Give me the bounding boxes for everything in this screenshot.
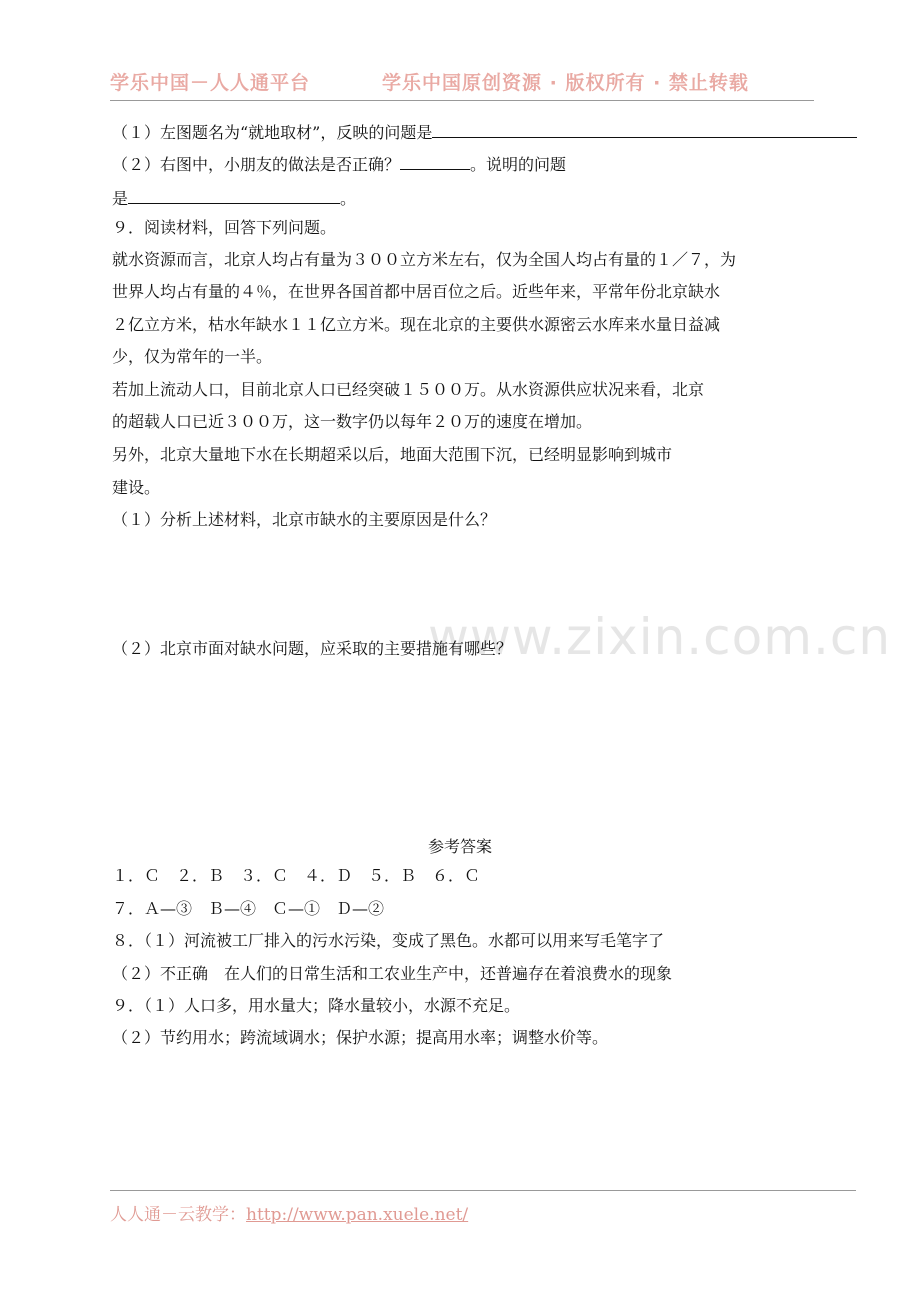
footer-link[interactable]: http://www.pan.xuele.net/ xyxy=(246,1205,469,1225)
q9-sub2: （２）北京市面对缺水问题，应采取的主要措施有哪些？ xyxy=(112,639,513,658)
header-copyright: 学乐中国原创资源 · 版权所有 · 禁止转载 xyxy=(382,72,749,94)
q8-part2-text-d: 。 xyxy=(340,189,357,208)
answers-title: 参考答案 xyxy=(427,837,492,856)
footer-divider xyxy=(110,1190,856,1191)
watermark: www.zixin.com.cn xyxy=(428,608,892,666)
q8-part2-text-c: 是 xyxy=(112,189,129,208)
answer-line: （２）不正确 在人们的日常生活和工农业生产中，还普遍存在着浪费水的现象 xyxy=(112,964,673,983)
q9-material-line: 建设。 xyxy=(112,478,161,497)
header-brand: 学乐中国－人人通平台 xyxy=(110,72,311,94)
answer-blank[interactable] xyxy=(400,152,470,170)
q9-sub1: （１）分析上述材料，北京市缺水的主要原因是什么？ xyxy=(112,510,497,529)
q9-material-line: 世界人均占有量的４％，在世界各国首都中居百位之后。近些年来，平常年份北京缺水 xyxy=(112,282,721,301)
q8-part1-text: （１）左图题名为“就地取材”，反映的问题是 xyxy=(112,123,433,142)
q9-title: ９．阅读材料，回答下列问题。 xyxy=(112,218,337,237)
q8-part1 xyxy=(112,120,857,143)
q8-part2 xyxy=(112,152,566,175)
q9-material-line: 的超载人口已近３００万，这一数字仍以每年２０万的速度在增加。 xyxy=(112,412,593,431)
answer-blank[interactable] xyxy=(128,186,340,204)
footer-label: 人人通－云教学： xyxy=(110,1205,246,1225)
answer-line: １．Ｃ ２．Ｂ ３．Ｃ ４．Ｄ ５．Ｂ ６．Ｃ xyxy=(112,866,481,885)
q9-material-line: 就水资源而言，北京人均占有量为３００立方米左右，仅为全国人均占有量的１／７，为 xyxy=(112,250,737,269)
answer-line: ８．（１）河流被工厂排入的污水污染，变成了黑色。水都可以用来写毛笔字了 xyxy=(112,931,665,950)
q8-part2-cont xyxy=(112,186,356,209)
q8-part2-text-b: 。说明的问题 xyxy=(470,155,567,174)
q9-material-line: 若加上流动人口，目前北京人口已经突破１５００万。从水资源供应状况来看，北京 xyxy=(112,380,705,399)
answer-line: ９．（１）人口多，用水量大；降水量较小，水源不充足。 xyxy=(112,996,521,1015)
q9-material-line: ２亿立方米，枯水年缺水１１亿立方米。现在北京的主要供水源密云水库来水量日益减 xyxy=(112,315,721,334)
answer-line: ７．Ａ—③ Ｂ—④ Ｃ—① Ｄ—② xyxy=(112,899,385,918)
answer-blank[interactable] xyxy=(432,120,857,138)
page-header xyxy=(110,66,814,101)
q8-part2-text: （２）右图中，小朋友的做法是否正确？ xyxy=(112,155,401,174)
q9-material-line: 少，仅为常年的一半。 xyxy=(112,347,273,366)
q9-material-line: 另外，北京大量地下水在长期超采以后，地面大范围下沉，已经明显影响到城市 xyxy=(112,445,673,464)
answer-line: （２）节约用水；跨流域调水；保护水源；提高用水率；调整水价等。 xyxy=(112,1028,609,1047)
page-footer xyxy=(110,1200,468,1225)
